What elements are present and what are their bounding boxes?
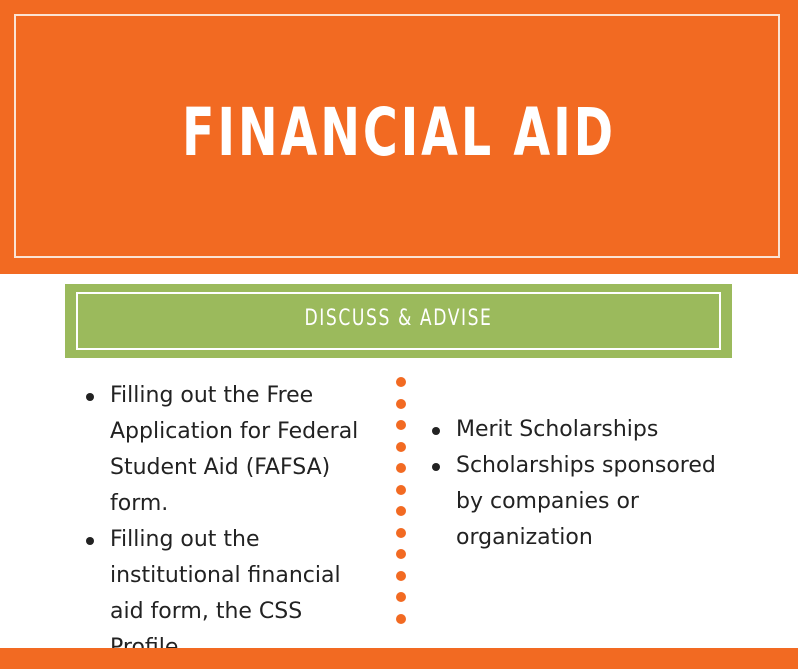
right-bullet-list bbox=[432, 412, 732, 556]
section-banner bbox=[65, 284, 732, 358]
divider-dot bbox=[396, 571, 406, 581]
divider-dot bbox=[396, 549, 406, 559]
banner-label: DISCUSS & ADVISE bbox=[304, 306, 493, 331]
page-title: FINANCIAL AID bbox=[182, 94, 616, 171]
list-item: Merit Scholarships bbox=[432, 412, 732, 448]
divider-dot bbox=[396, 420, 406, 430]
divider-dot bbox=[396, 485, 406, 495]
list-item: Filling out the Free Application for Federal Student Aid (FAFSA) form. bbox=[86, 378, 378, 522]
left-bullet-list bbox=[86, 378, 378, 666]
divider-dot bbox=[396, 528, 406, 538]
divider-dot bbox=[396, 592, 406, 602]
divider-dot bbox=[396, 399, 406, 409]
list-item: Filling out the institutional financial aid form, the CSS bbox=[86, 522, 378, 666]
header-panel bbox=[0, 0, 798, 274]
footer-bar bbox=[0, 648, 798, 669]
divider-dot bbox=[396, 377, 406, 387]
divider-dot bbox=[396, 506, 406, 516]
list-item: Scholarships sponsored by companies or organization bbox=[432, 448, 732, 556]
divider-dot bbox=[396, 463, 406, 473]
divider-dot bbox=[396, 614, 406, 624]
dotted-divider bbox=[396, 377, 406, 623]
divider-dot bbox=[396, 442, 406, 452]
